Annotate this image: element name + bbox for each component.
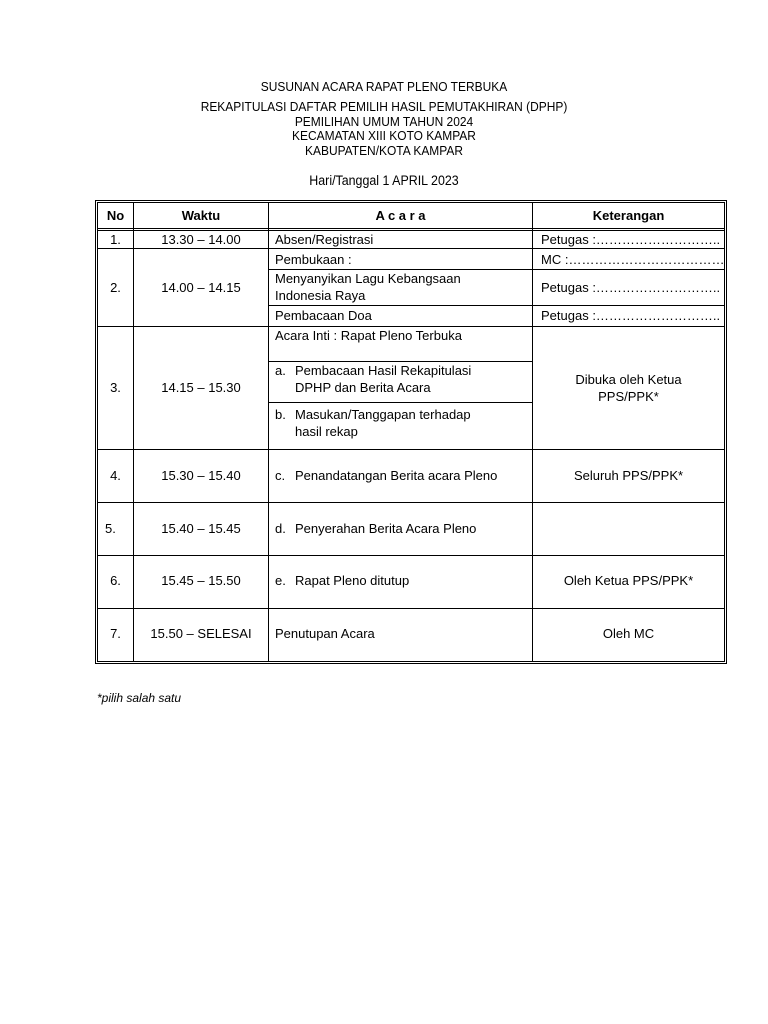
row-note: Petugas :……………………….. — [541, 232, 721, 247]
list-text: Penandatangan Berita acara Pleno — [295, 468, 498, 483]
list-text: Masukan/Tanggapan terhadap — [295, 407, 471, 422]
schedule-table — [97, 202, 725, 662]
list-text: Rapat Pleno ditutup — [295, 573, 410, 588]
header-date: Hari/Tanggal 1 APRIL 2023 — [309, 173, 459, 188]
row-divider — [98, 228, 724, 229]
list-text: Pembacaan Hasil Rekapitulasi — [295, 363, 472, 378]
column-header-waktu: Waktu — [181, 208, 221, 223]
row-note: Oleh MC — [602, 626, 655, 641]
row-number: 6. — [110, 573, 121, 588]
column-header-acara: A c a r a — [375, 208, 426, 223]
row-note: Petugas :……………………….. — [541, 308, 721, 323]
header-regency: KABUPATEN/KOTA KAMPAR — [305, 143, 463, 158]
row-note: Petugas :……………………….. — [541, 280, 721, 295]
row-note: Oleh Ketua PPS/PPK* — [563, 573, 694, 588]
row-time: 15.45 – 15.50 — [161, 573, 241, 588]
row-activity: Pembacaan Doa — [275, 308, 372, 323]
column-header-keterangan: Keterangan — [592, 208, 665, 223]
list-text: Penyerahan Berita Acara Pleno — [295, 521, 477, 536]
row-number: 7. — [110, 626, 121, 641]
row-number: 2. — [110, 280, 121, 295]
column-divider — [133, 203, 134, 661]
row-time: 15.40 – 15.45 — [161, 521, 241, 536]
list-text: hasil rekap — [295, 424, 358, 439]
row-number: 5. — [105, 521, 116, 536]
row-time: 14.15 – 15.30 — [161, 380, 241, 395]
list-marker: d. — [275, 521, 286, 536]
row-number: 3. — [110, 380, 121, 395]
row-time: 13.30 – 14.00 — [161, 232, 241, 247]
header-title: SUSUNAN ACARA RAPAT PLENO TERBUKA — [260, 79, 508, 94]
row-number: 4. — [110, 468, 121, 483]
row-divider — [98, 449, 724, 450]
list-marker: e. — [275, 573, 286, 588]
row-activity: Absen/Registrasi — [275, 232, 374, 247]
row-note: Seluruh PPS/PPK* — [573, 468, 684, 483]
row-divider — [98, 555, 724, 556]
row-activity: Pembukaan : — [275, 252, 352, 267]
list-marker: a. — [275, 363, 286, 378]
list-text: DPHP dan Berita Acara — [295, 380, 431, 395]
list-item — [275, 467, 497, 484]
row-time: 14.00 – 14.15 — [161, 280, 241, 295]
row-divider — [98, 248, 724, 249]
row-note: MC :……………………………… — [541, 252, 725, 267]
row-divider — [98, 608, 724, 609]
list-marker: c. — [275, 468, 286, 483]
list-marker: b. — [275, 407, 286, 422]
row-time: 15.30 – 15.40 — [161, 468, 241, 483]
row-note-line: Dibuka oleh Ketua — [575, 372, 682, 387]
column-divider — [268, 203, 269, 661]
row-note — [533, 371, 724, 405]
list-item — [275, 520, 476, 537]
footnote: *pilih salah satu — [97, 691, 182, 705]
header-election: PEMILIHAN UMUM TAHUN 2024 — [294, 114, 474, 129]
row-divider — [268, 305, 724, 306]
column-divider — [532, 203, 533, 661]
list-item — [275, 406, 471, 440]
list-item — [275, 572, 409, 589]
row-divider — [98, 502, 724, 503]
row-activity: Acara Inti : Rapat Pleno Terbuka — [275, 328, 462, 343]
header-subtitle: REKAPITULASI DAFTAR PEMILIH HASIL PEMUTAKHIRAN (DPHP) — [200, 99, 568, 114]
row-divider — [268, 402, 532, 403]
row-activity: Menyanyikan Lagu Kebangsaan Indonesia Raya — [275, 271, 461, 303]
row-note-line: PPS/PPK* — [598, 389, 659, 404]
header-district: KECAMATAN XIII KOTO KAMPAR — [292, 128, 476, 143]
list-item — [275, 362, 471, 396]
row-time: 15.50 – SELESAI — [150, 626, 252, 641]
row-activity: Penutupan Acara — [275, 626, 375, 641]
column-header-no: No — [106, 208, 125, 223]
row-number: 1. — [110, 232, 121, 247]
